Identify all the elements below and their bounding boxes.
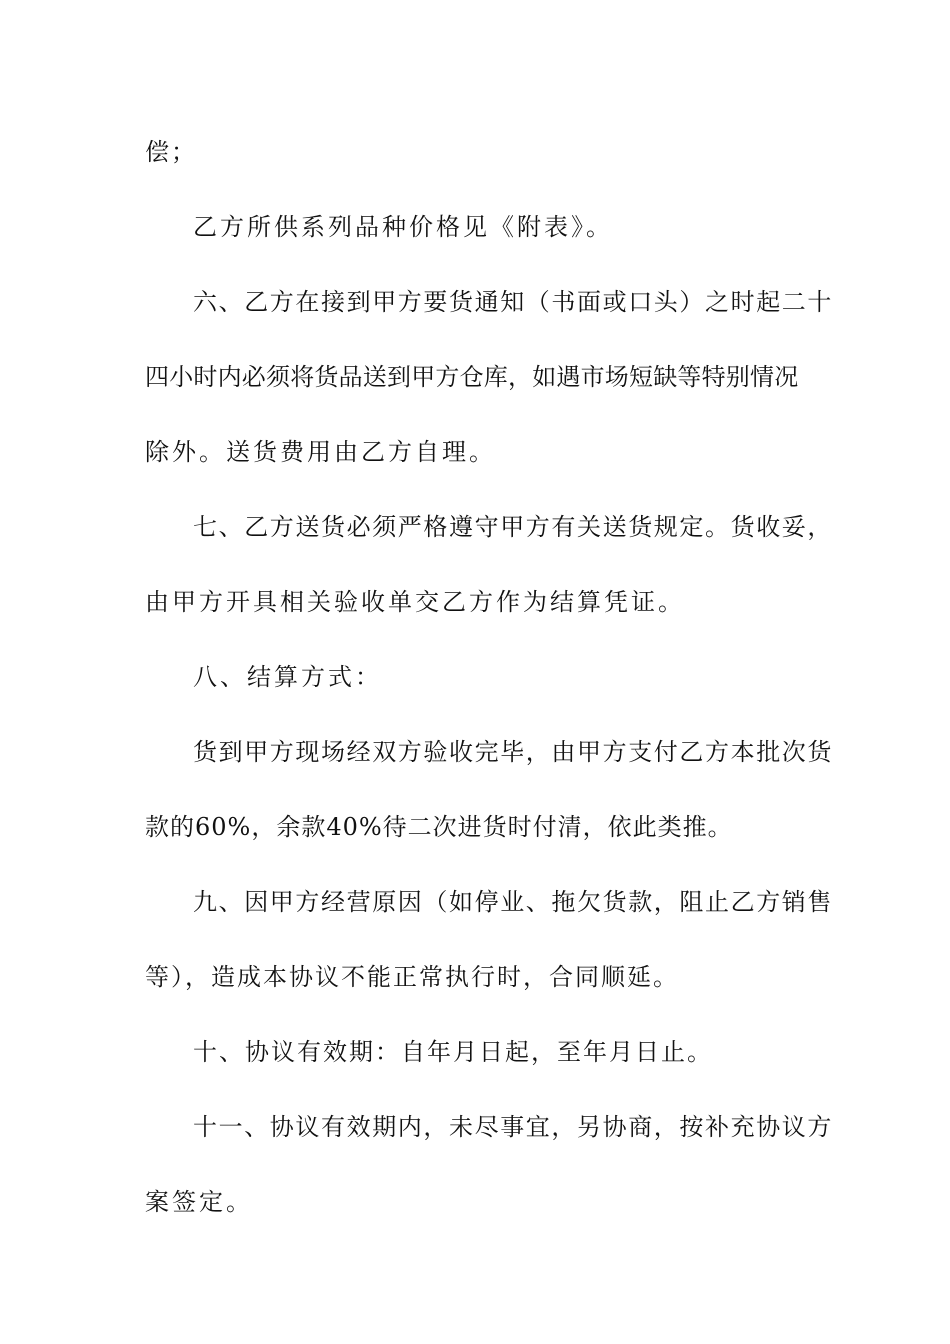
text-line: 六、乙方在接到甲方要货通知（书面或口头）之时起二十 — [193, 288, 833, 316]
text-line: 等），造成本协议不能正常执行时，合同顺延。 — [145, 963, 679, 991]
text-line: 偿； — [145, 138, 197, 166]
text-line: 乙方所供系列品种价格见《附表》。 — [193, 213, 613, 241]
text-line: 九、因甲方经营原因（如停业、拖欠货款，阻止乙方销售 — [193, 888, 833, 916]
text-line: 十一、协议有效期内，未尽事宜，另协商，按补充协议方 — [193, 1113, 833, 1141]
text-line: 四小时内必须将货品送到甲方仓库，如遇市场短缺等特别情况 — [145, 363, 799, 391]
text-line: 货到甲方现场经双方验收完毕，由甲方支付乙方本批次货 — [193, 738, 833, 766]
text-line: 七、乙方送货必须严格遵守甲方有关送货规定。货收妥， — [193, 513, 833, 541]
text-line: 案签定。 — [145, 1188, 253, 1216]
text-line: 款的60%，余款40%待二次进货时付清，依此类推。 — [145, 813, 733, 841]
text-line: 由甲方开具相关验收单交乙方作为结算凭证。 — [145, 588, 685, 616]
text-line: 十、协议有效期：自年月日起，至年月日止。 — [193, 1038, 713, 1066]
text-line: 除外。送货费用由乙方自理。 — [145, 438, 496, 466]
text-line: 八、结算方式： — [193, 663, 382, 691]
